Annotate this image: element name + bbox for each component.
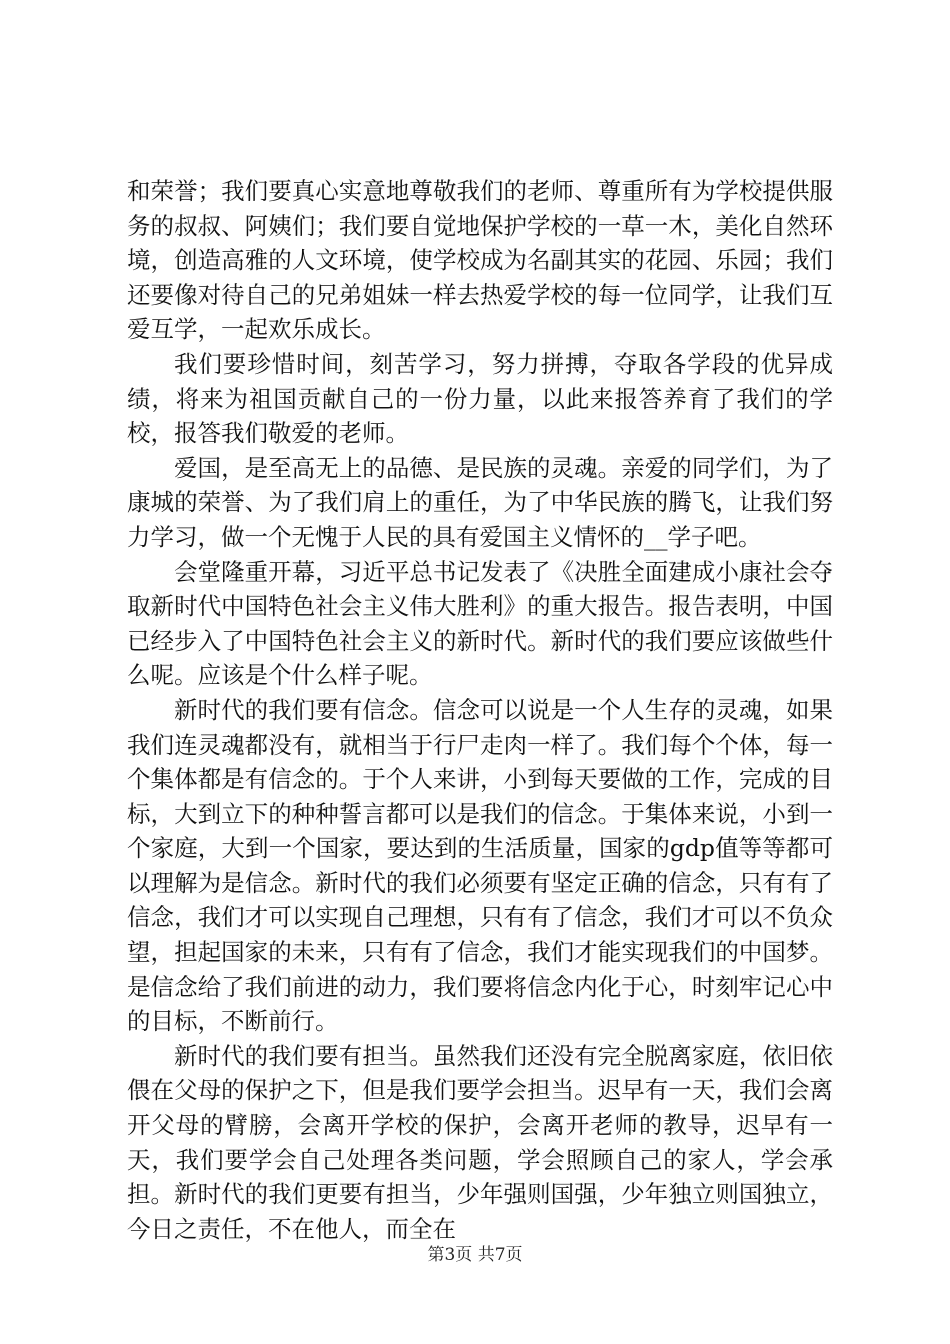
page-number-footer: 第3页 共7页 (427, 1245, 523, 1265)
paragraph-1: 和荣誉；我们要真心实意地尊敬我们的老师、尊重所有为学校提供服务的叔叔、阿姨们；我们要自觉地保护学校的一草一木，美化自然环境，创造高雅的人文环境，使学校成为名副其实的花园、乐园；我们还要像对待自己的兄弟姐妹一样去热爱学校的每一位同学，让我们互爱互学，一起欢乐成长。 (127, 177, 833, 344)
paragraph-3: 爱国，是至高无上的品德、是民族的灵魂。亲爱的同学们，为了康城的荣誉、为了我们肩上的重任，为了中华民族的腾飞，让我们努力学习，做一个无愧于人民的具有爱国主义情怀的__学子吧。 (127, 453, 833, 551)
paragraph-4: 会堂隆重开幕，习近平总书记发表了《决胜全面建成小康社会夺取新时代中国特色社会主义伟大胜利》的重大报告。报告表明，中国已经步入了中国特色社会主义的新时代。新时代的我们要应该做些什么呢。应该是个什么样子呢。 (127, 557, 833, 690)
document-body (127, 174, 833, 1246)
paragraph-5: 新时代的我们要有信念。信念可以说是一个人生存的灵魂，如果我们连灵魂都没有，就相当于行尸走肉一样了。我们每个个体，每一个集体都是有信念的。于个人来讲，小到每天要做的工作，完成的目标，大到立下的种种誓言都可以是我们的信念。于集体来说，小到一个家庭，大到一个国家，要达到的生活质量，国家的gdp值等等都可以理解为是信念。新时代的我们必须要有坚定正确的信念，只有有了信念，我们才可以实现自己理想，只有有了信念，我们才可以不负众望，担起国家的未来，只有有了信念，我们才能实现我们的中国梦。是信念给了我们前进的动力，我们要将信念内化于心，时刻牢记心中的目标，不断前行。 (127, 695, 833, 1036)
paragraph-2: 我们要珍惜时间，刻苦学习，努力拼搏，夺取各学段的优异成绩，将来为祖国贡献自己的一份力量，以此来报答养育了我们的学校，报答我们敬爱的老师。 (127, 349, 833, 448)
paragraph-6: 新时代的我们要有担当。虽然我们还没有完全脱离家庭，依旧依偎在父母的保护之下，但是我们要学会担当。迟早有一天，我们会离开父母的臂膀，会离开学校的保护，会离开老师的教导，迟早有一天，我们要学会自己处理各类问题，学会照顾自己的家人，学会承担。新时代的我们更要有担当，少年强则国强，少年独立则国独立，今日之责任，不在他人，而全在 (127, 1041, 833, 1243)
